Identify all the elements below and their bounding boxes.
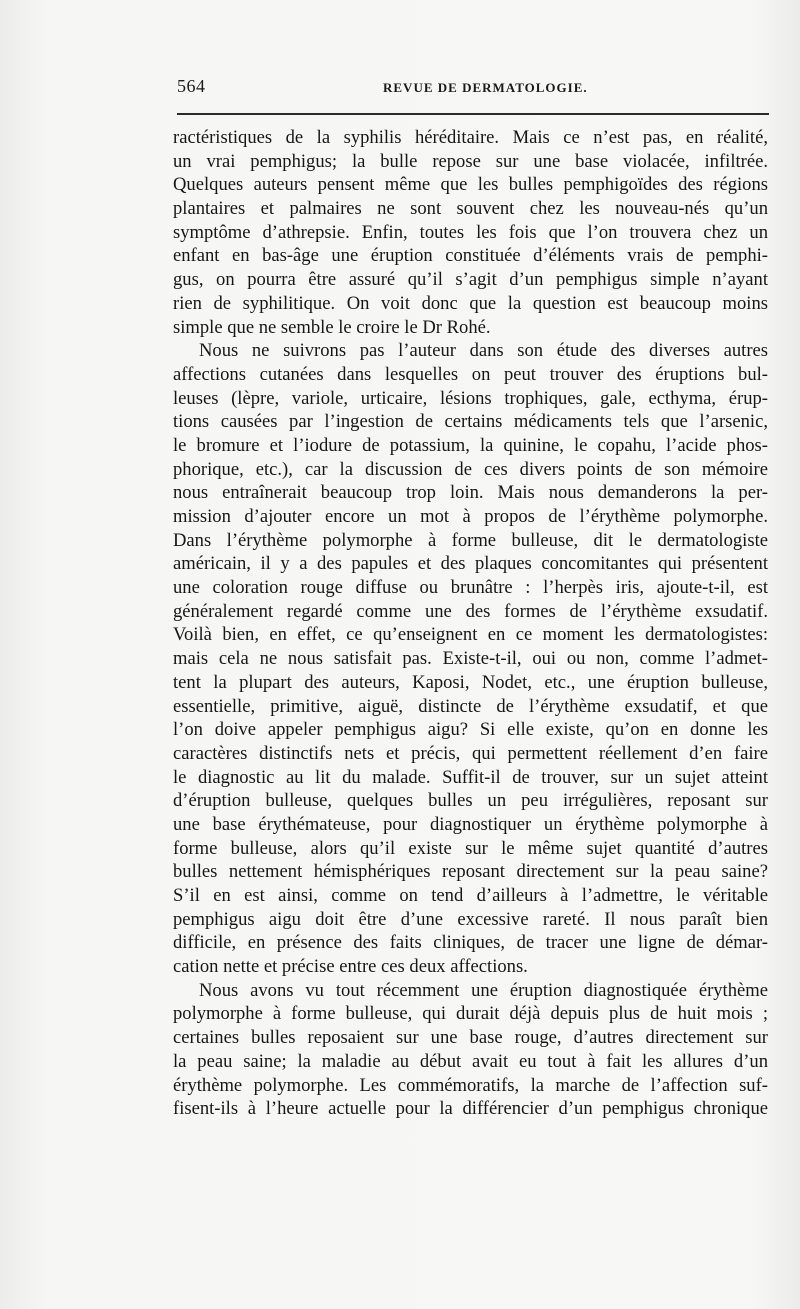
text-line: plantaires et palmaires ne sont souvent chez les nouveau-nés qu’un <box>173 198 768 220</box>
text-line: mais cela ne nous satisfait pas. Existe-t-il, oui ou non, comme l’admet- <box>173 648 768 670</box>
text-line: américain, il y a des papules et des plaques concomitantes qui présentent <box>173 553 768 575</box>
page-number: 564 <box>177 76 206 96</box>
running-title: REVUE DE DERMATOLOGIE. <box>383 80 588 95</box>
text-line: Dans l’érythème polymorphe à forme bulleuse, dit le dermatologiste <box>173 529 768 551</box>
body-text <box>173 126 768 1121</box>
text-line: S’il en est ainsi, comme on tend d’ailleurs à l’admettre, le véritable <box>173 885 768 906</box>
text-line: phorique, etc.), car la discussion de ces divers points de son mémoire <box>173 458 768 480</box>
text-line: ractéristiques de la syphilis héréditaire. Mais ce n’est pas, en réalité, <box>173 127 768 148</box>
text-line: l’on doive appeler pemphigus aigu? Si elle existe, qu’on en donne les <box>173 719 768 741</box>
text-line: érythème polymorphe. Les commémoratifs, la marche de l’affection suf- <box>173 1074 768 1096</box>
text-line: Voilà bien, en effet, ce qu’enseignent en ce moment les dermatologistes: <box>173 624 768 646</box>
text-line: bulles nettement hémisphériques reposant directement sur la peau saine? <box>173 861 768 883</box>
text-line: difficile, en présence des faits cliniques, de tracer une ligne de démar- <box>173 932 768 954</box>
text-line: tions causées par l’ingestion de certains médicaments tels que l’arsenic, <box>173 411 768 433</box>
text-line: affections cutanées dans lesquelles on peut trouver des éruptions bul- <box>173 363 768 385</box>
text-line: polymorphe à forme bulleuse, qui durait déjà depuis plus de huit mois ; <box>173 1003 768 1025</box>
text-line: généralement regardé comme une des formes de l’érythème exsudatif. <box>173 600 768 622</box>
text-line: fisent-ils à l’heure actuelle pour la différencier d’un pemphigus chronique <box>173 1098 768 1120</box>
text-line: un vrai pemphigus; la bulle repose sur une base violacée, infiltrée. <box>173 150 768 172</box>
text-line: d’éruption bulleuse, quelques bulles un peu irrégulières, reposant sur <box>173 790 768 812</box>
text-line: simple que ne semble le croire le Dr Rohé. <box>173 316 491 338</box>
text-line: gus, on pourra être assuré qu’il s’agit d’un pemphigus simple n’ayant <box>173 269 768 291</box>
text-line: caractères distinctifs nets et précis, qui permettent réellement d’en faire <box>173 742 768 764</box>
text-line: Quelques auteurs pensent même que les bulles pemphigoïdes des régions <box>173 174 768 196</box>
text-line: tent la plupart des auteurs, Kaposi, Nodet, etc., une éruption bulleuse, <box>173 671 768 693</box>
text-line: certaines bulles reposaient sur une base rouge, d’autres directement sur <box>173 1027 768 1049</box>
text-line: la peau saine; la maladie au début avait eu tout à fait les allures d’un <box>173 1050 768 1072</box>
text-line: nous entraînerait beaucoup trop loin. Mais nous demanderons la per- <box>173 482 768 504</box>
text-line: enfant en bas-âge une éruption constituée d’éléments vrais de pemphi- <box>173 245 768 267</box>
text-line: rien de syphilitique. On voit donc que la question est beaucoup moins <box>173 292 768 314</box>
page-header <box>177 76 767 102</box>
text-line: forme bulleuse, alors qu’il existe sur le même sujet quantité d’autres <box>173 837 768 859</box>
text-line: pemphigus aigu doit être d’une excessive rareté. Il nous paraît bien <box>173 908 768 930</box>
text-line: mission d’ajouter encore un mot à propos de l’érythème polymorphe. <box>173 506 768 527</box>
text-line: symptôme d’athrepsie. Enfin, toutes les fois que l’on trouvera chez un <box>173 221 768 243</box>
text-line: le bromure et l’iodure de potassium, la quinine, le copahu, l’acide phos- <box>173 434 768 456</box>
text-line: essentielle, primitive, aiguë, distincte de l’érythème exsudatif, et que <box>173 695 768 717</box>
header-rule <box>177 113 769 115</box>
text-line: leuses (lèpre, variole, urticaire, lésions trophiques, gale, ecthyma, érup- <box>173 387 768 409</box>
text-line: Nous ne suivrons pas l’auteur dans son étude des diverses autres <box>199 340 768 362</box>
text-line: une base érythémateuse, pour diagnostiquer un érythème polymorphe à <box>173 813 768 835</box>
text-line: une coloration rouge diffuse ou brunâtre : l’herpès iris, ajoute-t-il, est <box>173 577 768 599</box>
text-line: cation nette et précise entre ces deux affections. <box>173 956 528 978</box>
text-line: Nous avons vu tout récemment une éruption diagnostiquée érythème <box>199 979 768 1001</box>
text-line: le diagnostic au lit du malade. Suffit-il de trouver, sur un sujet atteint <box>173 766 768 788</box>
